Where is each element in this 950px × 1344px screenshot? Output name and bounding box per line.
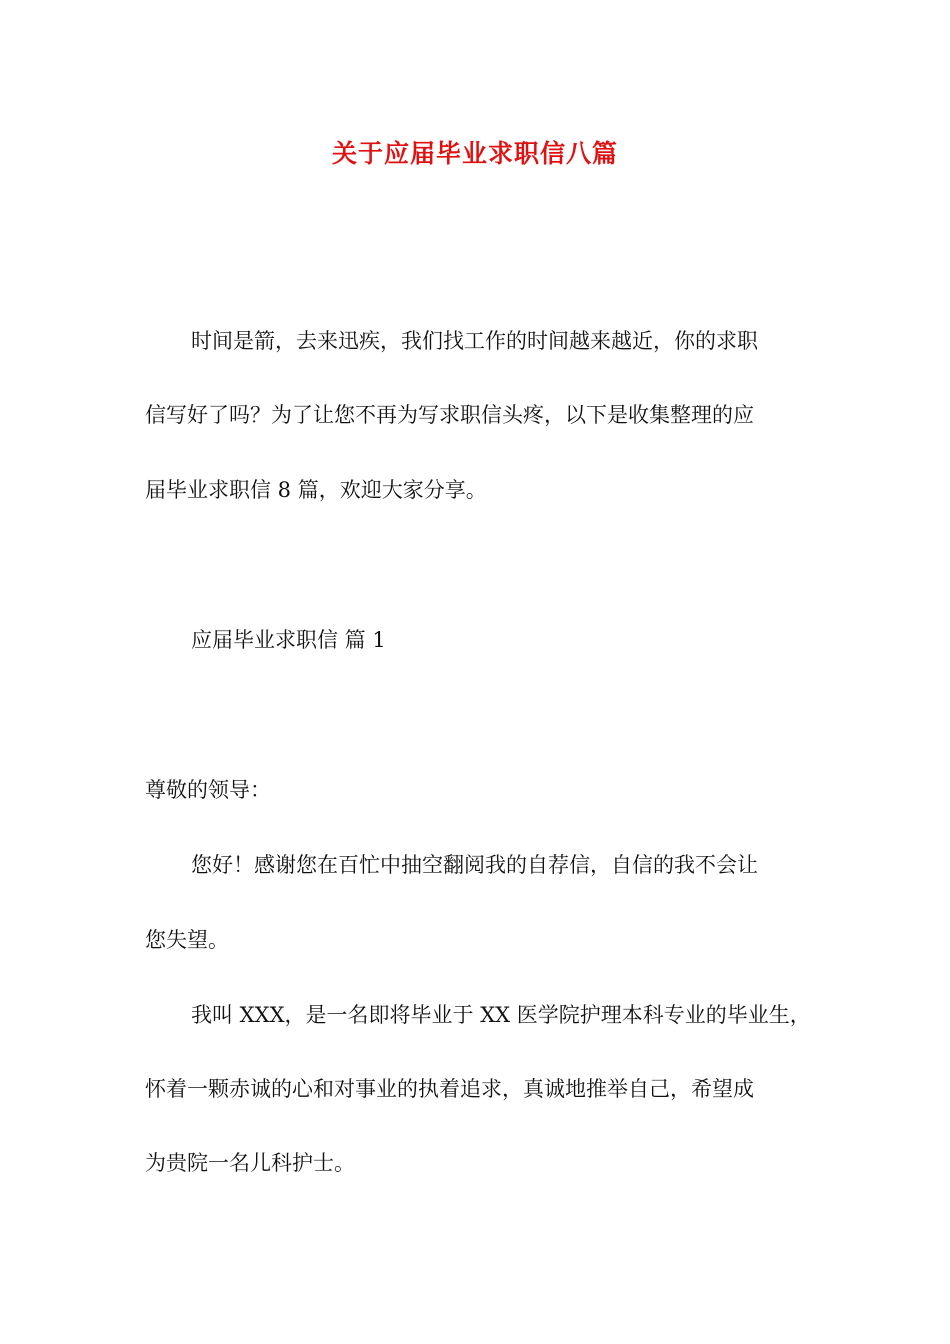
paragraph-1-line-1: 您好！感谢您在百忙中抽空翻阅我的自荐信，自信的我不会让 <box>191 853 758 877</box>
paragraph-2-line-1: 我叫 XXX，是一名即将毕业于 XX 医学院护理本科专业的毕业生， <box>191 1003 811 1027</box>
paragraph-2-line-2: 怀着一颗赤诚的心和对事业的执着追求，真诚地推举自己，希望成 <box>145 1077 754 1101</box>
intro-line-1: 时间是箭，去来迅疾，我们找工作的时间越来越近，你的求职 <box>191 329 758 353</box>
paragraph-2-line-3: 为贵院一名儿科护士。 <box>145 1151 355 1175</box>
section-heading: 应届毕业求职信 篇 1 <box>191 628 386 652</box>
paragraph-1-line-2: 您失望。 <box>145 928 229 952</box>
document-title: 关于应届毕业求职信八篇 <box>331 139 618 168</box>
intro-line-2: 信写好了吗？为了让您不再为写求职信头疼，以下是收集整理的应 <box>145 403 754 427</box>
intro-line-3: 届毕业求职信 8 篇，欢迎大家分享。 <box>145 478 487 502</box>
salutation: 尊敬的领导： <box>145 778 271 802</box>
